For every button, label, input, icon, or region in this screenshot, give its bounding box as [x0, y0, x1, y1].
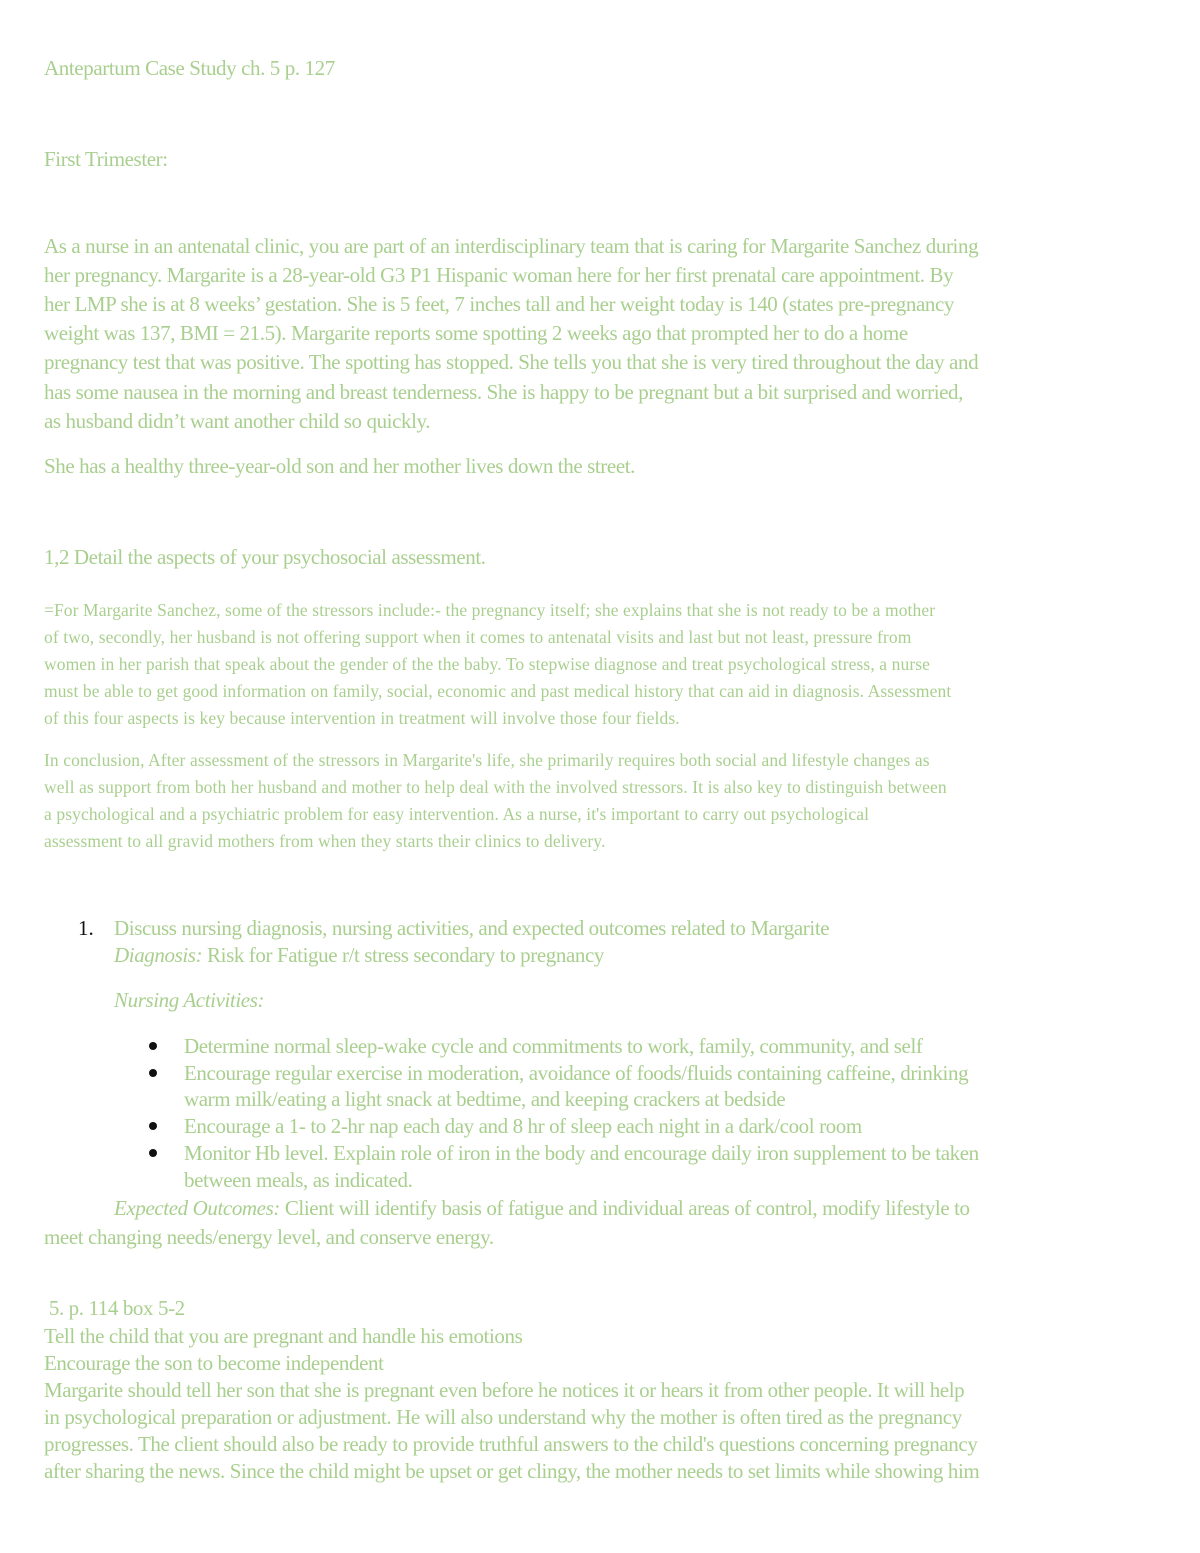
paragraph-line: a psychological and a psychiatric problem for easy intervention. As a nurse, it's important to carry out psychological — [44, 804, 870, 824]
activity-item: Encourage regular exercise in moderation, avoidance of foods/fluids containing caffeine, drinking — [184, 1061, 969, 1085]
activity-item: Monitor Hb level. Explain role of iron in the body and encourage daily iron supplement to be taken — [184, 1141, 979, 1165]
paragraph-line: pregnancy test that was positive. The spotting has stopped. She tells you that she is very tired throughout the day and — [44, 350, 979, 374]
paragraph-line: weight was 137, BMI = 21.5). Margarite reports some spotting 2 weeks ago that prompted her to do a home — [44, 321, 908, 345]
question-heading: 1,2 Detail the aspects of your psychosocial assessment. — [44, 545, 486, 569]
paragraph-line: of this four aspects is key because intervention in treatment will involve those four fields. — [44, 708, 680, 728]
diagnosis-text: Risk for Fatigue r/t stress secondary to pregnancy — [202, 943, 605, 967]
paragraph-line: Tell the child that you are pregnant and handle his emotions — [44, 1324, 523, 1348]
paragraph-line: Margarite should tell her son that she is pregnant even before he notices it or hears it from other people. It will help — [44, 1378, 965, 1402]
paragraph-line: her LMP she is at 8 weeks’ gestation. She is 5 feet, 7 inches tall and her weight today is 140 (states pre-pregnancy — [44, 292, 955, 316]
paragraph-line: has some nausea in the morning and breast tenderness. She is happy to be pregnant but a bit surprised and worried, — [44, 380, 963, 404]
paragraph-line: assessment to all gravid mothers from when they starts their clinics to delivery. — [44, 831, 606, 851]
family-line: She has a healthy three-year-old son and her mother lives down the street. — [44, 454, 636, 478]
list-number: 1. — [78, 916, 94, 940]
paragraph-line: well as support from both her husband and mother to help deal with the involved stressors. It is also key to distinguish between — [44, 777, 947, 797]
activity-item: Determine normal sleep-wake cycle and commitments to work, family, community, and self — [184, 1034, 923, 1058]
document-title: Antepartum Case Study ch. 5 p. 127 — [44, 56, 335, 80]
paragraph-line: after sharing the news. Since the child might be upset or get clingy, the mother needs to set limits while showing him — [44, 1459, 980, 1483]
diagnosis-line — [114, 941, 604, 970]
activities-label: Nursing Activities: — [114, 988, 265, 1012]
activity-item: warm milk/eating a light snack at bedtime, and keeping crackers at bedside — [184, 1087, 786, 1111]
paragraph-line: =For Margarite Sanchez, some of the stressors include:- the pregnancy itself; she explains that she is not ready to be a mother — [44, 600, 936, 620]
outcomes-line: meet changing needs/energy level, and conserve energy. — [44, 1225, 494, 1249]
paragraph-line: Encourage the son to become independent — [44, 1351, 384, 1375]
outcomes-text: Client will identify basis of fatigue and individual areas of control, modify lifestyle to — [279, 1196, 970, 1220]
paragraph-line: in psychological preparation or adjustment. He will also understand why the mother is often tired as the pregnancy — [44, 1405, 962, 1429]
paragraph-line: progresses. The client should also be ready to provide truthful answers to the child's questions concerning pregnancy — [44, 1432, 978, 1456]
bullet-icon — [149, 1069, 157, 1077]
outcomes-line — [114, 1194, 970, 1223]
paragraph-line: as husband didn’t want another child so quickly. — [44, 409, 431, 433]
section-heading: First Trimester: — [44, 147, 168, 171]
paragraph-line: must be able to get good information on family, social, economic and past medical history that can aid in diagnosis. Assessment — [44, 681, 952, 701]
question-text: Discuss nursing diagnosis, nursing activities, and expected outcomes related to Margarite — [114, 916, 830, 940]
activity-item: Encourage a 1- to 2-hr nap each day and 8 hr of sleep each night in a dark/cool room — [184, 1114, 862, 1138]
paragraph-line: women in her parish that speak about the gender of the the baby. To stepwise diagnose and treat psychological stress, a nurse — [44, 654, 931, 674]
diagnosis-label: Diagnosis: — [114, 943, 203, 967]
question-heading: 5. p. 114 box 5-2 — [44, 1296, 185, 1320]
paragraph-line: As a nurse in an antenatal clinic, you are part of an interdisciplinary team that is caring for Margarite Sanchez during — [44, 234, 979, 258]
paragraph-line: In conclusion, After assessment of the stressors in Margarite's life, she primarily requires both social and lifestyle changes as — [44, 750, 930, 770]
bullet-icon — [149, 1042, 157, 1050]
paragraph-line: of two, secondly, her husband is not offering support when it comes to antenatal visits and last but not least, pressure from — [44, 627, 912, 647]
activity-item: between meals, as indicated. — [184, 1168, 413, 1192]
bullet-icon — [149, 1149, 157, 1157]
paragraph-line: her pregnancy. Margarite is a 28-year-old G3 P1 Hispanic woman here for her first prenatal care appointment. By — [44, 263, 954, 287]
outcomes-label: Expected Outcomes: — [114, 1196, 280, 1220]
bullet-icon — [149, 1122, 157, 1130]
